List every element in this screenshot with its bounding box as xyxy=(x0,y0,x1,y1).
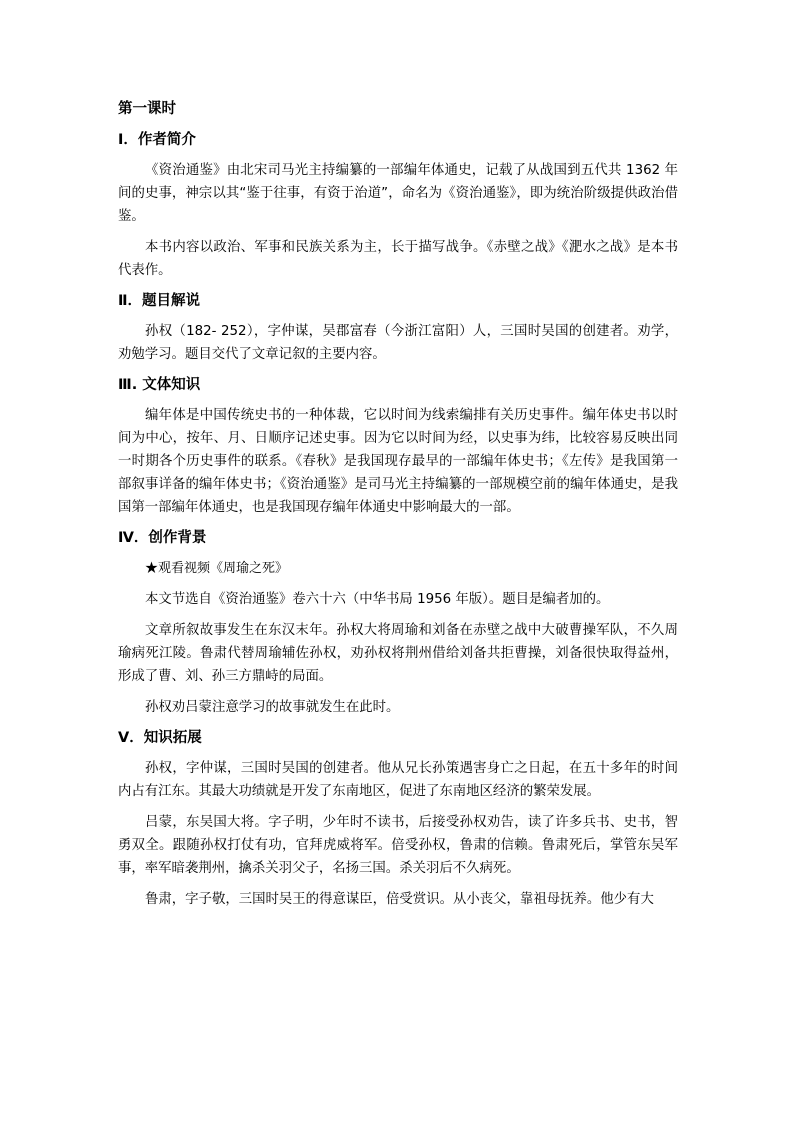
paragraph-lu-su: 鲁肃，字子敬，三国时吴王的得意谋臣，倍受赏识。从小丧父，靠祖母抚养。他少有大 xyxy=(145,892,654,907)
paragraph-background-source: 本文节选自《资治通鉴》卷六十六（中华书局 1956 年版）。题目是编者加的。 xyxy=(145,592,610,607)
paragraph-video-note: ★观看视频《周瑜之死》 xyxy=(145,561,289,576)
document-body xyxy=(118,98,678,911)
paragraph-background-story: 文章所叙故事发生在东汉末年。孙权大将周瑜和刘备在赤壁之战中大破曹操军队，不久周瑜病死江陵。鲁肃代替周瑜辅佐孙权，劝孙权将荆州借给刘备共拒曹操，刘备很快取得益州，形成了曹、刘、孙三方鼎峙的局面。 xyxy=(118,623,678,684)
paragraph-title-explanation: 孙权（182- 252），字仲谋，吴郡富春（今浙江富阳）人，三国时吴国的创建者。劝学，劝勉学习。题目交代了文章记叙的主要内容。 xyxy=(118,324,678,362)
paragraph-genre-knowledge: 编年体是中国传统史书的一种体裁，它以时间为线索编排有关历史事件。编年体史书以时间为中心，按年、月、日顺序记述史事。因为它以时间为经，以史事为纬，比较容易反映出同一时期各个历史事件的联系。《春秋》是我国现存最早的一部编年体史书；《左传》是我国第一部叙事详备的编年体史书；《资治通鉴》是司马光主持编纂的一部规模空前的编年体通史，是我国第一部编年体通史，也是我国现存编年体通史中影响最大的一部。 xyxy=(118,408,678,515)
lesson-title: 第一课时 xyxy=(118,101,176,117)
section-heading-background: Ⅳ．创作背景 xyxy=(118,530,207,546)
section-heading-extension: Ⅴ．知识拓展 xyxy=(118,730,202,746)
paragraph-author-intro-2: 本书内容以政治、军事和民族关系为主，长于描写战争。《赤壁之战》《淝水之战》是本书代表作。 xyxy=(118,240,678,278)
paragraph-background-timing: 孙权劝吕蒙注意学习的故事就发生在此时。 xyxy=(145,700,400,715)
section-heading-author: Ⅰ．作者简介 xyxy=(118,132,196,148)
paragraph-author-intro-1: 《资治通鉴》由北宋司马光主持编纂的一部编年体通史，记载了从战国到五代共 1362 年间的史事，神宗以其“鉴于往事，有资于治道”，命名为《资治通鉴》，即为统治阶级提供政治借鉴。 xyxy=(118,163,678,224)
paragraph-lv-meng: 吕蒙，东吴国大将。字子明，少年时不读书，后接受孙权劝告，读了许多兵书、史书，智勇双全。跟随孙权打仗有功，官拜虎威将军。倍受孙权，鲁肃的信赖。鲁肃死后，掌管东吴军事，率军暗袭荆州，擒杀关羽父子，名扬三国。杀关羽后不久病死。 xyxy=(118,815,678,876)
section-heading-title-explanation: Ⅱ．题目解说 xyxy=(118,293,201,309)
paragraph-sun-quan: 孙权，字仲谋，三国时吴国的创建者。他从兄长孙策遇害身亡之日起，在五十多年的时间内占有江东。其最大功绩就是开发了东南地区，促进了东南地区经济的繁荣发展。 xyxy=(118,761,678,799)
section-heading-genre: Ⅲ. 文体知识 xyxy=(118,377,201,393)
